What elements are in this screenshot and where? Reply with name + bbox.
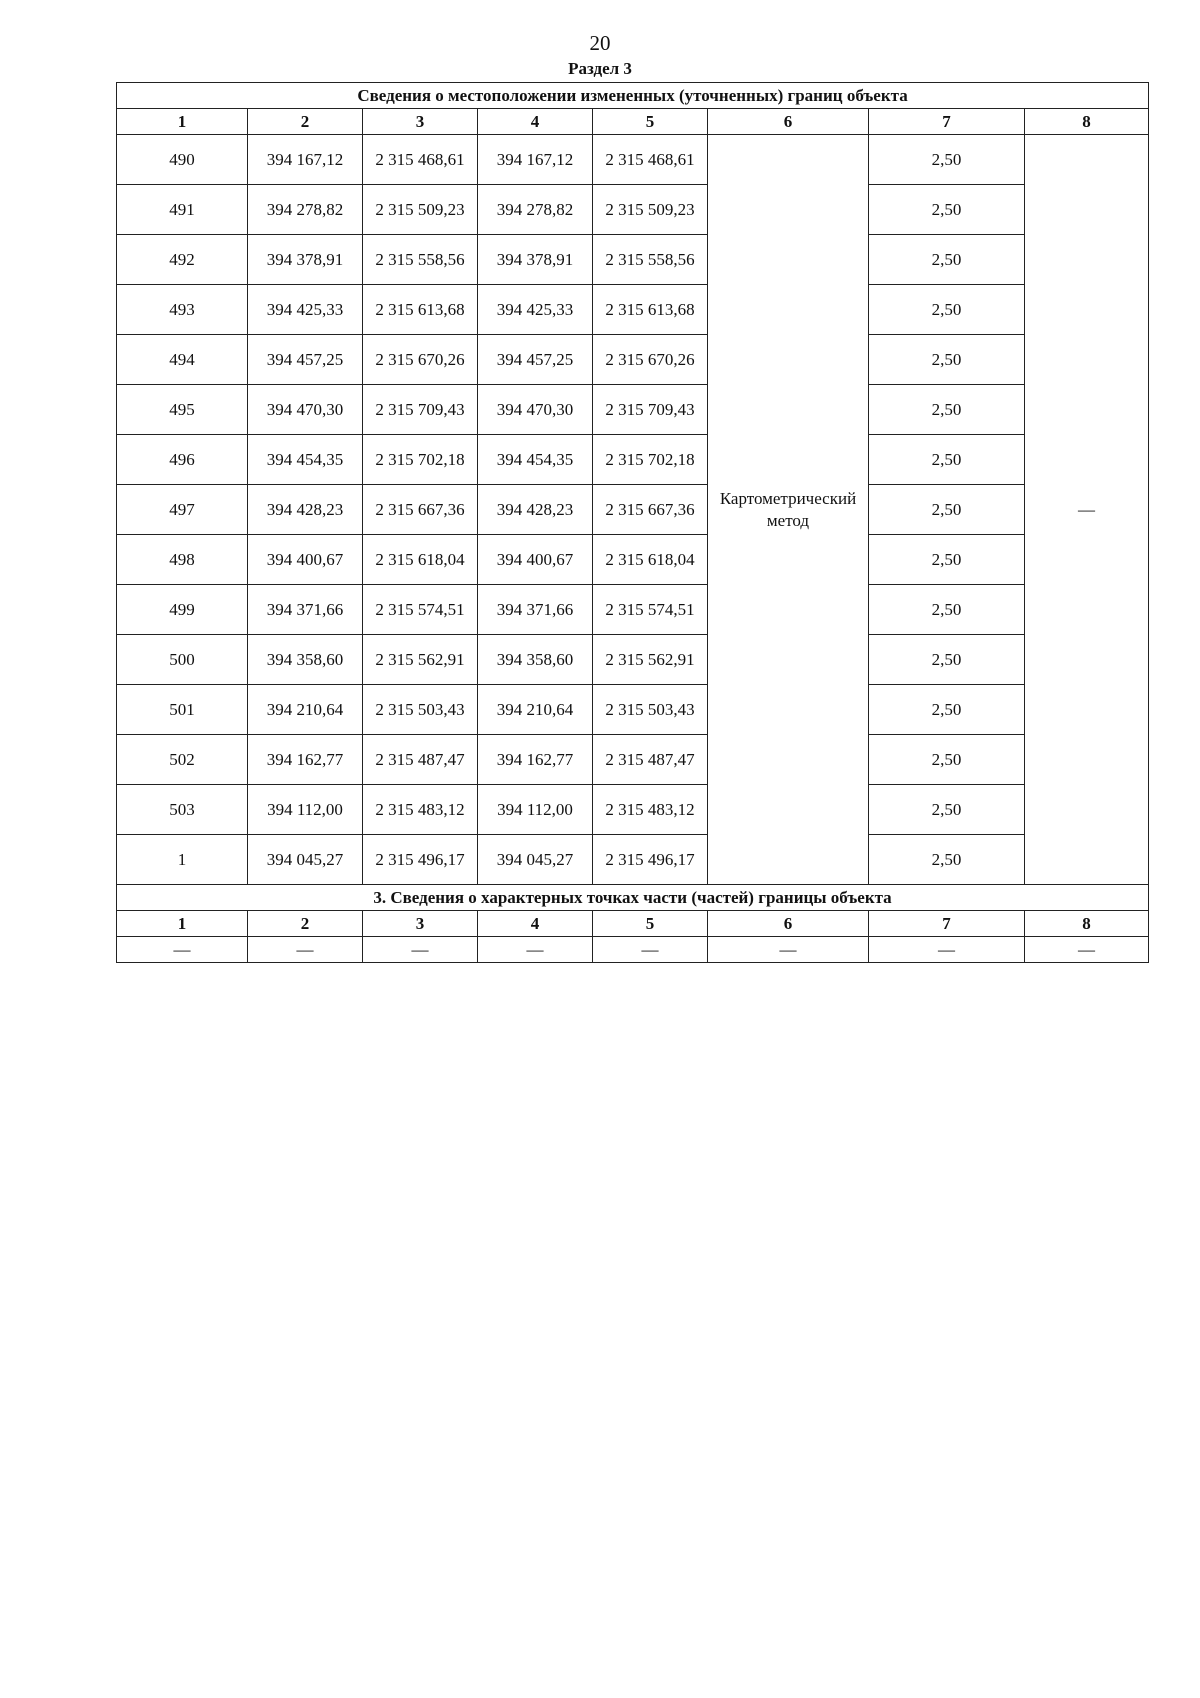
y-refined-cell: 2 315 503,43 <box>593 685 708 735</box>
y-existing-cell: 2 315 468,61 <box>363 135 478 185</box>
table1-caption-row <box>117 83 1149 109</box>
table-row <box>117 385 1149 435</box>
table1-header-cell: 3 <box>363 109 478 135</box>
table-row <box>117 635 1149 685</box>
table-row <box>117 185 1149 235</box>
table-row <box>117 285 1149 335</box>
x-existing-cell: 394 428,23 <box>248 485 363 535</box>
y-existing-cell: 2 315 613,68 <box>363 285 478 335</box>
table1-header-cell: 8 <box>1025 109 1149 135</box>
table2-header-cell: 1 <box>117 911 248 937</box>
table2-empty-row <box>117 937 1149 963</box>
table-body <box>117 83 1149 963</box>
y-existing-cell: 2 315 667,36 <box>363 485 478 535</box>
y-refined-cell: 2 315 618,04 <box>593 535 708 585</box>
point-number-cell: 1 <box>117 835 248 885</box>
accuracy-cell: 2,50 <box>869 785 1025 835</box>
point-number-cell: 490 <box>117 135 248 185</box>
y-refined-cell: 2 315 574,51 <box>593 585 708 635</box>
table2-header-cell: 6 <box>708 911 869 937</box>
point-number-cell: 495 <box>117 385 248 435</box>
y-refined-cell: 2 315 562,91 <box>593 635 708 685</box>
table1-header-cell: 1 <box>117 109 248 135</box>
x-refined-cell: 394 167,12 <box>478 135 593 185</box>
point-number-cell: 498 <box>117 535 248 585</box>
y-existing-cell: 2 315 670,26 <box>363 335 478 385</box>
x-refined-cell: 394 162,77 <box>478 735 593 785</box>
x-existing-cell: 394 278,82 <box>248 185 363 235</box>
table2-empty-cell: — <box>363 937 478 963</box>
x-refined-cell: 394 457,25 <box>478 335 593 385</box>
method-cell: Картометрический метод <box>708 135 869 885</box>
x-refined-cell: 394 278,82 <box>478 185 593 235</box>
y-refined-cell: 2 315 702,18 <box>593 435 708 485</box>
table2-empty-cell: — <box>593 937 708 963</box>
table2-empty-cell: — <box>708 937 869 963</box>
x-existing-cell: 394 470,30 <box>248 385 363 435</box>
accuracy-cell: 2,50 <box>869 535 1025 585</box>
table1-header-cell: 6 <box>708 109 869 135</box>
table1-header-cell: 5 <box>593 109 708 135</box>
y-refined-cell: 2 315 487,47 <box>593 735 708 785</box>
table2-caption: 3. Сведения о характерных точках части (частей) границы объекта <box>117 885 1149 911</box>
point-number-cell: 502 <box>117 735 248 785</box>
table2-empty-cell: — <box>248 937 363 963</box>
y-refined-cell: 2 315 667,36 <box>593 485 708 535</box>
x-refined-cell: 394 045,27 <box>478 835 593 885</box>
x-existing-cell: 394 358,60 <box>248 635 363 685</box>
table2-empty-cell: — <box>117 937 248 963</box>
point-number-cell: 491 <box>117 185 248 235</box>
boundary-table <box>116 82 1149 963</box>
y-existing-cell: 2 315 509,23 <box>363 185 478 235</box>
x-refined-cell: 394 470,30 <box>478 385 593 435</box>
table-row <box>117 585 1149 635</box>
x-existing-cell: 394 371,66 <box>248 585 363 635</box>
table-row <box>117 835 1149 885</box>
y-refined-cell: 2 315 709,43 <box>593 385 708 435</box>
table2-header-row <box>117 911 1149 937</box>
x-existing-cell: 394 425,33 <box>248 285 363 335</box>
table1-caption: Сведения о местоположении измененных (уточненных) границ объекта <box>117 83 1149 109</box>
y-existing-cell: 2 315 487,47 <box>363 735 478 785</box>
x-existing-cell: 394 454,35 <box>248 435 363 485</box>
table1-header-cell: 2 <box>248 109 363 135</box>
column-8-cell: — <box>1025 135 1149 885</box>
x-existing-cell: 394 162,77 <box>248 735 363 785</box>
accuracy-cell: 2,50 <box>869 235 1025 285</box>
page-number: 20 <box>589 31 611 55</box>
y-refined-cell: 2 315 670,26 <box>593 335 708 385</box>
point-number-cell: 494 <box>117 335 248 385</box>
y-existing-cell: 2 315 503,43 <box>363 685 478 735</box>
y-refined-cell: 2 315 509,23 <box>593 185 708 235</box>
table2-header-cell: 8 <box>1025 911 1149 937</box>
x-existing-cell: 394 112,00 <box>248 785 363 835</box>
table-row <box>117 735 1149 785</box>
table2-empty-cell: — <box>869 937 1025 963</box>
accuracy-cell: 2,50 <box>869 635 1025 685</box>
table-row <box>117 785 1149 835</box>
x-refined-cell: 394 454,35 <box>478 435 593 485</box>
x-existing-cell: 394 457,25 <box>248 335 363 385</box>
y-refined-cell: 2 315 468,61 <box>593 135 708 185</box>
x-refined-cell: 394 425,33 <box>478 285 593 335</box>
y-existing-cell: 2 315 496,17 <box>363 835 478 885</box>
y-existing-cell: 2 315 483,12 <box>363 785 478 835</box>
table1-header-cell: 7 <box>869 109 1025 135</box>
point-number-cell: 499 <box>117 585 248 635</box>
y-refined-cell: 2 315 483,12 <box>593 785 708 835</box>
point-number-cell: 503 <box>117 785 248 835</box>
table2-header-cell: 2 <box>248 911 363 937</box>
y-existing-cell: 2 315 618,04 <box>363 535 478 585</box>
accuracy-cell: 2,50 <box>869 285 1025 335</box>
accuracy-cell: 2,50 <box>869 485 1025 535</box>
accuracy-cell: 2,50 <box>869 335 1025 385</box>
section-title: Раздел 3 <box>568 59 632 78</box>
table2-header-cell: 7 <box>869 911 1025 937</box>
x-refined-cell: 394 378,91 <box>478 235 593 285</box>
y-existing-cell: 2 315 574,51 <box>363 585 478 635</box>
table2-caption-row <box>117 885 1149 911</box>
y-refined-cell: 2 315 613,68 <box>593 285 708 335</box>
x-refined-cell: 394 210,64 <box>478 685 593 735</box>
y-existing-cell: 2 315 702,18 <box>363 435 478 485</box>
x-existing-cell: 394 400,67 <box>248 535 363 585</box>
accuracy-cell: 2,50 <box>869 685 1025 735</box>
table-row <box>117 485 1149 535</box>
table2-empty-cell: — <box>1025 937 1149 963</box>
x-refined-cell: 394 400,67 <box>478 535 593 585</box>
accuracy-cell: 2,50 <box>869 735 1025 785</box>
point-number-cell: 497 <box>117 485 248 535</box>
accuracy-cell: 2,50 <box>869 185 1025 235</box>
table-row <box>117 235 1149 285</box>
point-number-cell: 496 <box>117 435 248 485</box>
accuracy-cell: 2,50 <box>869 385 1025 435</box>
table-row <box>117 535 1149 585</box>
point-number-cell: 493 <box>117 285 248 335</box>
x-refined-cell: 394 371,66 <box>478 585 593 635</box>
y-refined-cell: 2 315 496,17 <box>593 835 708 885</box>
y-existing-cell: 2 315 709,43 <box>363 385 478 435</box>
y-refined-cell: 2 315 558,56 <box>593 235 708 285</box>
table-row <box>117 335 1149 385</box>
y-existing-cell: 2 315 558,56 <box>363 235 478 285</box>
table1-header-row <box>117 109 1149 135</box>
x-refined-cell: 394 112,00 <box>478 785 593 835</box>
table2-header-cell: 5 <box>593 911 708 937</box>
point-number-cell: 501 <box>117 685 248 735</box>
table-row <box>117 135 1149 185</box>
x-existing-cell: 394 045,27 <box>248 835 363 885</box>
point-number-cell: 500 <box>117 635 248 685</box>
table2-empty-cell: — <box>478 937 593 963</box>
table2-header-cell: 3 <box>363 911 478 937</box>
accuracy-cell: 2,50 <box>869 585 1025 635</box>
x-existing-cell: 394 210,64 <box>248 685 363 735</box>
table1-header-cell: 4 <box>478 109 593 135</box>
y-existing-cell: 2 315 562,91 <box>363 635 478 685</box>
x-existing-cell: 394 167,12 <box>248 135 363 185</box>
point-number-cell: 492 <box>117 235 248 285</box>
table-row <box>117 685 1149 735</box>
x-existing-cell: 394 378,91 <box>248 235 363 285</box>
table2-header-cell: 4 <box>478 911 593 937</box>
x-refined-cell: 394 358,60 <box>478 635 593 685</box>
accuracy-cell: 2,50 <box>869 435 1025 485</box>
accuracy-cell: 2,50 <box>869 135 1025 185</box>
table-row <box>117 435 1149 485</box>
x-refined-cell: 394 428,23 <box>478 485 593 535</box>
accuracy-cell: 2,50 <box>869 835 1025 885</box>
